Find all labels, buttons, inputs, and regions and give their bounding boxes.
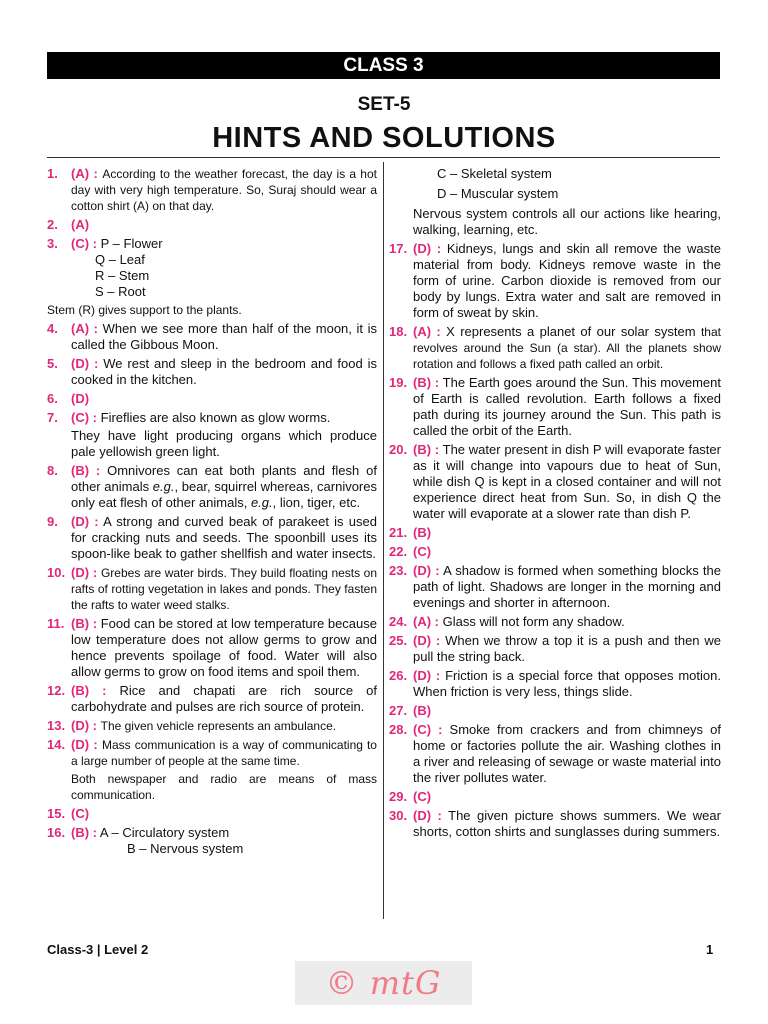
answer-key: (C) [413,544,432,559]
answer-key: (C) : [71,236,97,251]
question-3 [47,236,377,300]
answer-key: (A) [71,217,90,232]
answer-line: S – Root [95,284,146,299]
answer-key: (C) [71,806,90,821]
answer-text: The given picture shows summers. We wear shorts, cotton shirts and sunglasses during summers. [413,808,721,839]
question-number: 11. [47,616,65,631]
answer-key: (D) : [71,514,99,529]
answer-text: When we see more than half of the moon, it is called the Gibbous Moon. [71,321,377,352]
answer-key: (D) : [71,356,99,371]
question-18 [389,324,721,372]
answer-key: (D) : [71,565,98,580]
answer-key: (A) : [71,166,98,181]
question-number: 21. [389,525,408,540]
question-17 [389,241,721,321]
question-number: 27. [389,703,408,718]
answer-text: e.g. [152,479,175,494]
class-banner: CLASS 3 [47,52,720,79]
answer-line: R – Stem [95,268,150,283]
answer-text: P – Flower [100,236,163,251]
answer-key: (D) : [71,718,97,733]
answer-line: B – Nervous system [127,841,244,856]
answer-extra: They have light producing organs which produce pale yellowish green light. [71,428,377,459]
question-25 [389,633,721,665]
answer-note: Stem (R) gives support to the plants. [47,303,242,317]
question-number: 6. [47,391,58,406]
question-11 [47,616,377,680]
question-number: 10. [47,565,66,580]
question-number: 8. [47,463,58,478]
question-number: 1. [47,166,58,181]
title-divider [47,157,720,158]
answer-text: A shadow is formed when something blocks the path of light. Shadows are longer in the morning and evenings and shorter in afternoon. [413,563,721,610]
question-16 [47,825,377,857]
question-28 [389,722,721,786]
question-number: 17. [389,241,408,256]
page-title: HINTS AND SOLUTIONS [212,122,556,154]
answer-text: We rest and sleep in the bedroom and food is cooked in the kitchen. [71,356,377,387]
answer-key: (B) : [71,463,101,478]
answer-text: Omnivores can eat both plants and flesh of other animals [71,463,377,494]
answer-key: (D) : [71,737,98,752]
answer-key: (B) : [71,616,98,631]
question-number: 15. [47,806,66,821]
answer-extra: Both newspaper and radio are means of mass communication. [71,772,377,802]
answer-key: (A) : [413,614,439,629]
answer-line: Q – Leaf [95,252,145,267]
question-number: 22. [389,544,408,559]
question-number: 19. [389,375,408,390]
answer-text: , bear, squirrel whereas, carnivores only eat flesh of other animals, [71,479,377,510]
answer-text: Friction is a special force that opposes motion. When friction is very less, things slide. [413,668,721,699]
question-number: 16. [47,825,66,840]
question-number: 26. [389,668,408,683]
question-15 [47,806,377,822]
answer-note: Nervous system controls all our actions like hearing, walking, learning, etc. [413,206,721,237]
answer-key: (B) : [71,683,107,698]
question-8 [47,463,377,511]
question-6 [47,391,377,407]
answer-key: (B) : [413,375,440,390]
footer-level: Class-3 | Level 2 [47,942,149,957]
answer-text: When we throw a top it is a push and then we pull the string back. [413,633,721,664]
question-26 [389,668,721,700]
answer-text: Rice and chapati are rich source of carbohydrate and pulses are rich source of protein. [71,683,377,714]
question-number: 18. [389,324,408,339]
question-number: 28. [389,722,408,737]
answer-key: (B) : [413,442,440,457]
answer-key: (D) : [413,563,440,578]
right-column [389,166,721,843]
question-23 [389,563,721,611]
answer-text: According to the weather forecast, the day is a hot day with very high temperature. So, Suraj should wear a cotton shirt (A) on that day. [71,167,377,213]
question-number: 9. [47,514,58,529]
answer-key: (C) : [413,722,443,737]
answer-text: A strong and curved beak of parakeet is used for cracking nuts and seeds. The spoonbill uses its spoon-like beak to gather shellfish and water insects. [71,514,377,561]
question-2 [47,217,377,233]
answer-key: (C) [413,789,432,804]
answer-text: Food can be stored at low temperature because low temperature does not allow germs to grow and hence prevents spoilage of food. Water will also allow germs to grow on food items and spoil them. [71,616,377,679]
question-number: 20. [389,442,408,457]
left-column [47,166,377,860]
question-4 [47,321,377,353]
answer-key: (B) [413,703,432,718]
question-number: 23. [389,563,408,578]
answer-key: (D) [71,391,90,406]
answer-line: C – Skeletal system [437,166,552,181]
question-number: 3. [47,236,58,251]
answer-key: (D) : [413,241,442,256]
question-22 [389,544,721,560]
column-divider [383,162,384,919]
answer-key: (B) : [71,825,97,840]
answer-key: (B) [413,525,432,540]
question-20 [389,442,721,522]
answer-text: The Earth goes around the Sun. This movement of Earth is called revolution. Earth follows a fixed path during its journey around the Sun. This path is called the orbit of the Earth. [413,375,721,438]
answer-key: (D) : [413,808,442,823]
answer-key: (D) : [413,668,441,683]
question-number: 12. [47,683,66,698]
page-number: 1 [706,942,714,957]
question-12 [47,683,377,715]
question-19 [389,375,721,439]
question-number: 13. [47,718,66,733]
set-title: SET-5 [357,94,411,115]
question-number: 29. [389,789,408,804]
question-5 [47,356,377,388]
answer-text: A – Circulatory system [99,825,230,840]
question-9 [47,514,377,562]
question-number: 2. [47,217,58,232]
question-7 [47,410,377,460]
question-1 [47,166,377,214]
answer-text: Smoke from crackers and from chimneys of home or factories pollute the air. Washing clothes in a river and releasing of sewage or waste material into the river pollutes water. [413,722,721,785]
answer-text: The given vehicle represents an ambulance. [100,719,337,733]
mtg-logo [295,961,472,1005]
question-21 [389,525,721,541]
question-number: 25. [389,633,408,648]
question-number: 14. [47,737,66,752]
question-29 [389,789,721,805]
answer-line: D – Muscular system [437,186,559,201]
logo-text: © mtG [325,964,442,1002]
question-number: 7. [47,410,58,425]
answer-key: (A) : [413,324,441,339]
answer-text: , lion, tiger, etc. [272,495,361,510]
question-number: 4. [47,321,58,336]
answer-text: Glass will not form any shadow. [442,614,625,629]
answer-text: Grebes are water birds. They build floating nests on rafts of rotting vegetation in lakes and ponds. They fasten the rafts to water weed stalks. [71,566,377,612]
answer-text: The water present in dish P will evaporate faster as it will change into vapours due to heat of Sun, while dish Q is kept in a closed container and will not experience direct heat from Sun. So, in dish Q the water will evaporate at a slower rate than dish P. [413,442,721,521]
question-number: 30. [389,808,408,823]
answer-text: Fireflies are also known as glow worms. [100,410,331,425]
answer-key: (C) : [71,410,97,425]
answer-key: (D) : [413,633,441,648]
question-10 [47,565,377,613]
answer-key: (A) : [71,321,98,336]
answer-text: e.g. [250,495,273,510]
question-14 [47,737,377,803]
question-number: 24. [389,614,408,629]
question-30 [389,808,721,840]
answer-text: that revolves around the Sun (a star). All the planets show rotation and follows a fixed path called an orbit. [413,325,721,371]
question-24 [389,614,721,630]
answer-text: Kidneys, lungs and skin all remove the waste material from body. Kidneys remove waste in the form of urine. Carbon dioxide is removed from our body by lungs. Extra water and salt are removed in form of sweat by skin. [413,241,721,320]
question-13 [47,718,377,734]
answer-text: Mass communication is a way of communicating to a large number of people at the same time. [71,738,377,768]
answer-text: X represents a planet of our solar system [446,324,696,339]
question-27 [389,703,721,719]
question-number: 5. [47,356,58,371]
